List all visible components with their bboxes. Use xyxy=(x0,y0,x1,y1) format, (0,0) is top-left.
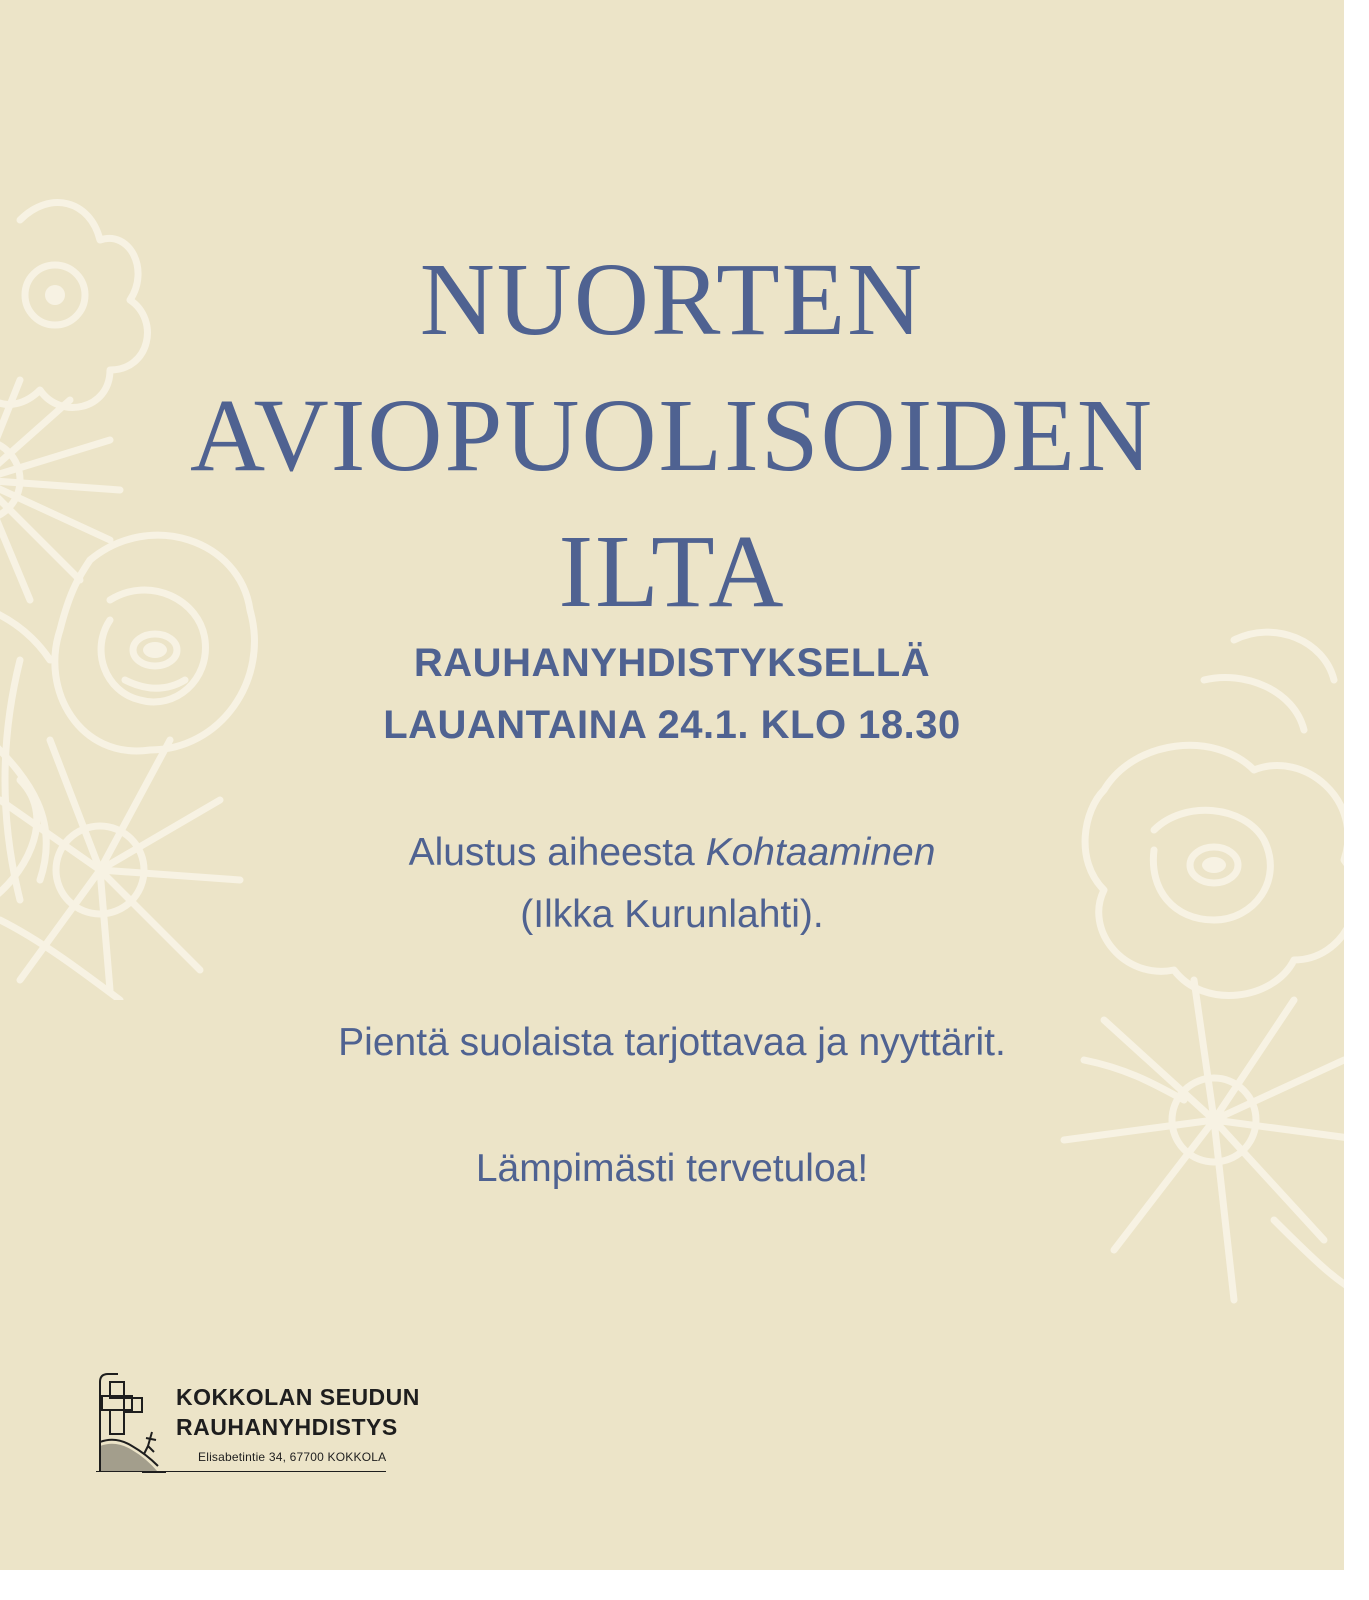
event-location: RAUHANYHDISTYKSELLÄ xyxy=(413,641,931,685)
welcome-text: Lämpimästi tervetuloa! xyxy=(475,1147,869,1190)
event-refreshments xyxy=(0,1012,1344,1074)
event-date-time: LAUANTAINA 24.1. KLO 18.30 xyxy=(383,703,961,747)
intro-topic: Kohtaaminen xyxy=(705,831,936,874)
event-intro xyxy=(0,822,1344,946)
organization-name xyxy=(176,1382,420,1442)
title-line-3: ILTA xyxy=(558,514,786,629)
organization-name-line-2: RAUHANYHDISTYS xyxy=(176,1414,398,1440)
intro-prefix: Alustus aiheesta xyxy=(408,831,706,874)
cross-church-icon xyxy=(96,1372,166,1476)
title-line-1: NUORTEN xyxy=(419,242,925,357)
event-title xyxy=(0,232,1344,640)
event-welcome xyxy=(0,1138,1344,1200)
intro-line xyxy=(0,822,1344,884)
refreshments-text: Pientä suolaista tarjottavaa ja nyyttärit. xyxy=(338,1021,1006,1064)
title-line-2: AVIOPUOLISOIDEN xyxy=(189,378,1155,493)
organization-name-line-1: KOKKOLAN SEUDUN xyxy=(176,1384,420,1410)
intro-speaker: (Ilkka Kurunlahti). xyxy=(520,893,824,936)
logo-divider xyxy=(96,1471,386,1472)
organization-logo xyxy=(96,1372,476,1482)
event-location-time xyxy=(0,632,1344,756)
organization-address: Elisabetintie 34, 67700 KOKKOLA xyxy=(198,1450,387,1464)
